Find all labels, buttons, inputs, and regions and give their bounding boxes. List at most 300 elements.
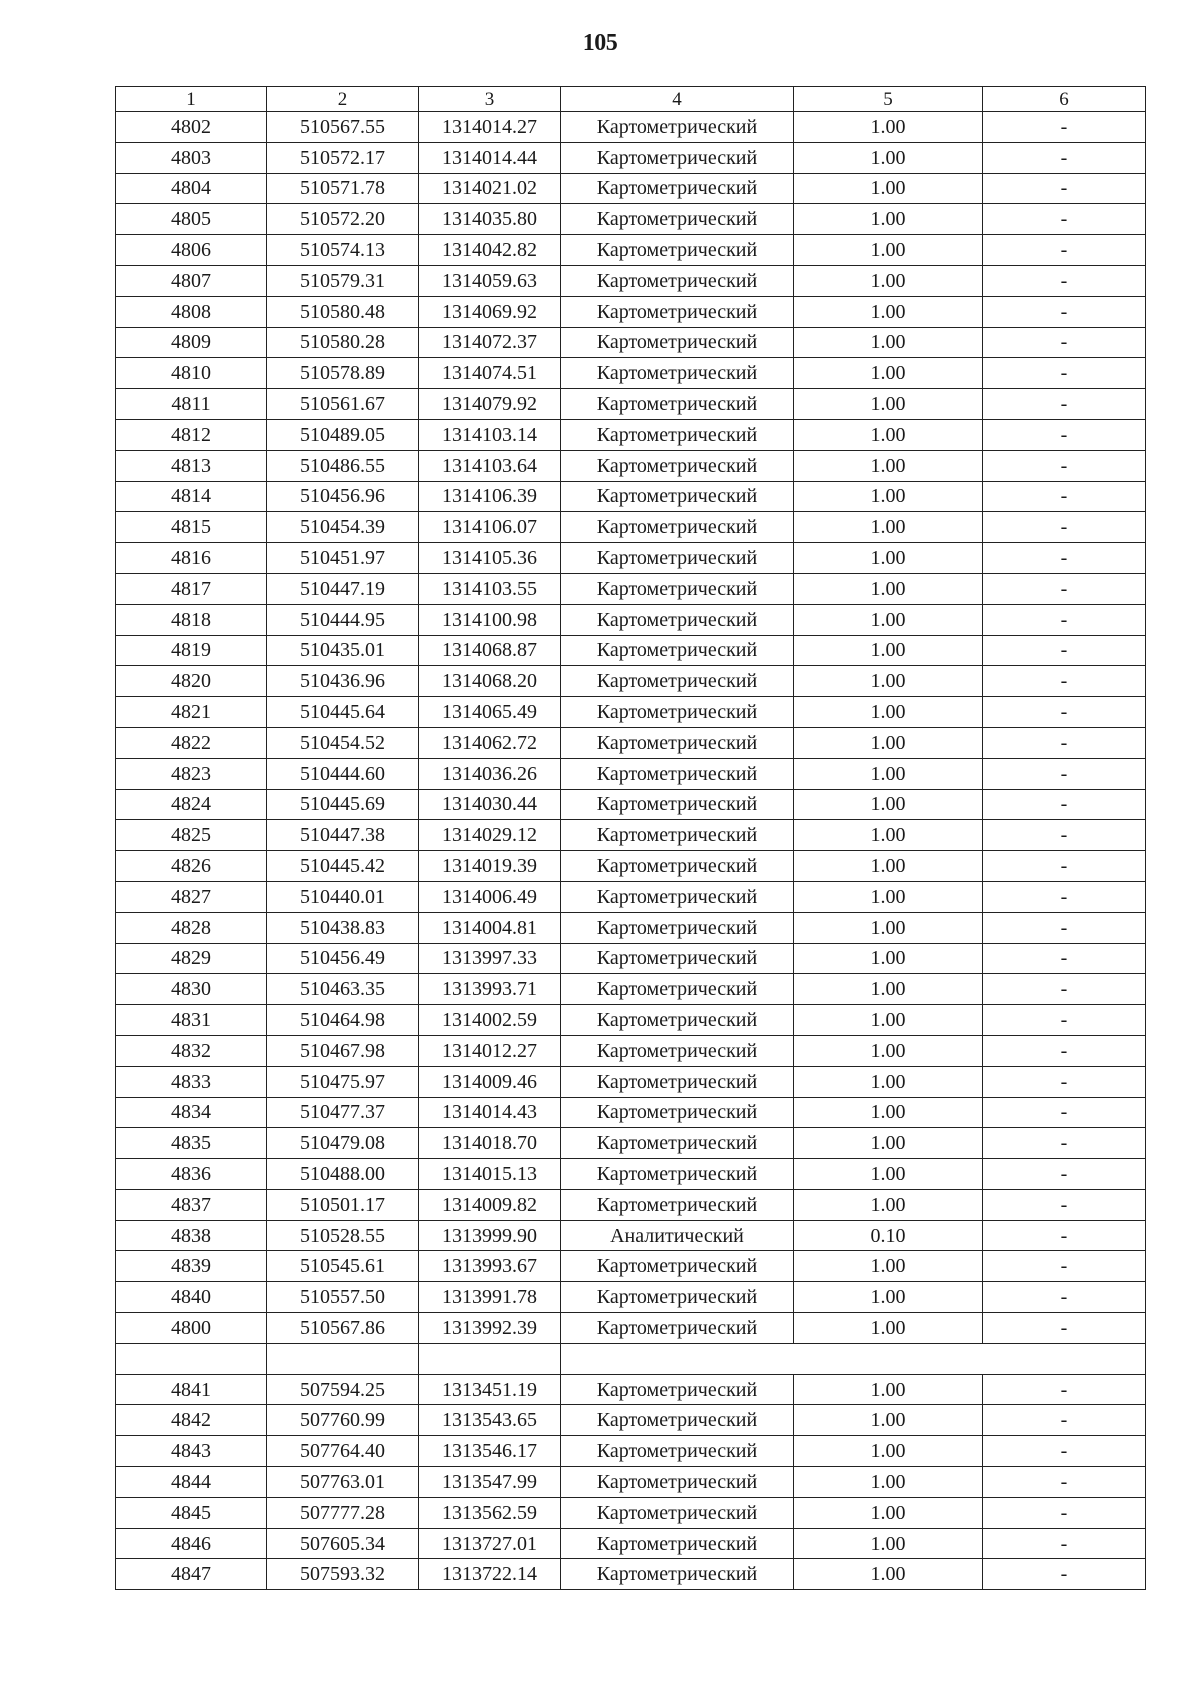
method-cell: Картометрический — [561, 727, 794, 758]
point-number-cell: 4824 — [116, 789, 267, 820]
accuracy-cell: 1.00 — [794, 1436, 983, 1467]
table-row — [116, 1066, 1146, 1097]
x-coordinate-cell: 510467.98 — [267, 1035, 419, 1066]
column-header-6: 6 — [983, 87, 1146, 112]
accuracy-cell: 1.00 — [794, 1497, 983, 1528]
method-cell: Картометрический — [561, 1251, 794, 1282]
table-row — [116, 512, 1146, 543]
y-coordinate-cell: 1314006.49 — [419, 881, 561, 912]
x-coordinate-cell: 510435.01 — [267, 635, 419, 666]
y-coordinate-cell: 1313722.14 — [419, 1559, 561, 1590]
point-number-cell: 4841 — [116, 1374, 267, 1405]
point-number-cell: 4843 — [116, 1436, 267, 1467]
table-row — [116, 450, 1146, 481]
table-row — [116, 573, 1146, 604]
table-row — [116, 789, 1146, 820]
y-coordinate-cell: 1314021.02 — [419, 173, 561, 204]
x-coordinate-cell: 510444.60 — [267, 758, 419, 789]
accuracy-cell: 0.10 — [794, 1220, 983, 1251]
y-coordinate-cell: 1313992.39 — [419, 1313, 561, 1344]
point-number-cell: 4828 — [116, 912, 267, 943]
point-number-cell: 4805 — [116, 204, 267, 235]
accuracy-cell: 1.00 — [794, 635, 983, 666]
y-coordinate-cell: 1314014.44 — [419, 142, 561, 173]
point-number-cell: 4822 — [116, 727, 267, 758]
method-cell: Картометрический — [561, 1497, 794, 1528]
method-cell: Картометрический — [561, 142, 794, 173]
x-coordinate-cell: 510488.00 — [267, 1159, 419, 1190]
method-cell: Картометрический — [561, 327, 794, 358]
x-coordinate-cell: 510445.69 — [267, 789, 419, 820]
coordinates-table — [115, 86, 1146, 1590]
x-coordinate-cell: 510456.49 — [267, 943, 419, 974]
point-number-cell: 4809 — [116, 327, 267, 358]
table-row — [116, 142, 1146, 173]
table-row — [116, 912, 1146, 943]
accuracy-cell: 1.00 — [794, 296, 983, 327]
accuracy-cell: 1.00 — [794, 481, 983, 512]
note-cell: - — [983, 235, 1146, 266]
point-number-cell: 4815 — [116, 512, 267, 543]
point-number-cell: 4818 — [116, 604, 267, 635]
table-row — [116, 727, 1146, 758]
y-coordinate-cell: 1313543.65 — [419, 1405, 561, 1436]
accuracy-cell: 1.00 — [794, 1066, 983, 1097]
method-cell: Картометрический — [561, 758, 794, 789]
table-row — [116, 327, 1146, 358]
y-coordinate-cell: 1314012.27 — [419, 1035, 561, 1066]
y-coordinate-cell: 1314106.07 — [419, 512, 561, 543]
method-cell: Картометрический — [561, 789, 794, 820]
y-coordinate-cell: 1314002.59 — [419, 1005, 561, 1036]
table-row — [116, 1128, 1146, 1159]
accuracy-cell: 1.00 — [794, 758, 983, 789]
table-row — [116, 758, 1146, 789]
method-cell: Аналитический — [561, 1220, 794, 1251]
x-coordinate-cell: 510580.28 — [267, 327, 419, 358]
note-cell: - — [983, 573, 1146, 604]
accuracy-cell: 1.00 — [794, 820, 983, 851]
accuracy-cell: 1.00 — [794, 1282, 983, 1313]
note-cell: - — [983, 1189, 1146, 1220]
x-coordinate-cell: 507764.40 — [267, 1436, 419, 1467]
accuracy-cell: 1.00 — [794, 235, 983, 266]
empty-cell — [794, 1343, 983, 1374]
point-number-cell: 4806 — [116, 235, 267, 266]
table-row — [116, 1189, 1146, 1220]
table-row — [116, 1528, 1146, 1559]
point-number-cell: 4811 — [116, 389, 267, 420]
point-number-cell: 4829 — [116, 943, 267, 974]
accuracy-cell: 1.00 — [794, 573, 983, 604]
method-cell: Картометрический — [561, 697, 794, 728]
table-row — [116, 1035, 1146, 1066]
method-cell: Картометрический — [561, 450, 794, 481]
x-coordinate-cell: 510456.96 — [267, 481, 419, 512]
accuracy-cell: 1.00 — [794, 1528, 983, 1559]
point-number-cell: 4837 — [116, 1189, 267, 1220]
x-coordinate-cell: 510454.39 — [267, 512, 419, 543]
x-coordinate-cell: 510438.83 — [267, 912, 419, 943]
point-number-cell: 4844 — [116, 1467, 267, 1498]
y-coordinate-cell: 1314015.13 — [419, 1159, 561, 1190]
point-number-cell: 4823 — [116, 758, 267, 789]
x-coordinate-cell: 510571.78 — [267, 173, 419, 204]
method-cell: Картометрический — [561, 1159, 794, 1190]
point-number-cell: 4847 — [116, 1559, 267, 1590]
y-coordinate-cell: 1314068.20 — [419, 666, 561, 697]
note-cell: - — [983, 912, 1146, 943]
note-cell: - — [983, 1497, 1146, 1528]
method-cell: Картометрический — [561, 1313, 794, 1344]
table-row — [116, 635, 1146, 666]
method-cell: Картометрический — [561, 851, 794, 882]
note-cell: - — [983, 820, 1146, 851]
accuracy-cell: 1.00 — [794, 265, 983, 296]
column-header-2: 2 — [267, 87, 419, 112]
x-coordinate-cell: 510445.42 — [267, 851, 419, 882]
point-number-cell: 4810 — [116, 358, 267, 389]
note-cell: - — [983, 1405, 1146, 1436]
point-number-cell: 4802 — [116, 112, 267, 143]
method-cell: Картометрический — [561, 1467, 794, 1498]
accuracy-cell: 1.00 — [794, 881, 983, 912]
note-cell: - — [983, 512, 1146, 543]
accuracy-cell: 1.00 — [794, 450, 983, 481]
accuracy-cell: 1.00 — [794, 1559, 983, 1590]
point-number-cell: 4827 — [116, 881, 267, 912]
method-cell: Картометрический — [561, 389, 794, 420]
accuracy-cell: 1.00 — [794, 1189, 983, 1220]
note-cell: - — [983, 1097, 1146, 1128]
point-number-cell: 4836 — [116, 1159, 267, 1190]
note-cell: - — [983, 758, 1146, 789]
x-coordinate-cell: 510557.50 — [267, 1282, 419, 1313]
table-row — [116, 1497, 1146, 1528]
point-number-cell: 4825 — [116, 820, 267, 851]
x-coordinate-cell: 510440.01 — [267, 881, 419, 912]
y-coordinate-cell: 1314106.39 — [419, 481, 561, 512]
x-coordinate-cell: 510567.55 — [267, 112, 419, 143]
y-coordinate-cell: 1314014.27 — [419, 112, 561, 143]
empty-cell — [116, 1343, 267, 1374]
x-coordinate-cell: 510477.37 — [267, 1097, 419, 1128]
method-cell: Картометрический — [561, 1282, 794, 1313]
point-number-cell: 4803 — [116, 142, 267, 173]
method-cell: Картометрический — [561, 1005, 794, 1036]
table-row — [116, 1467, 1146, 1498]
method-cell: Картометрический — [561, 1128, 794, 1159]
point-number-cell: 4819 — [116, 635, 267, 666]
note-cell: - — [983, 296, 1146, 327]
table-row — [116, 1405, 1146, 1436]
x-coordinate-cell: 510501.17 — [267, 1189, 419, 1220]
method-cell: Картометрический — [561, 635, 794, 666]
accuracy-cell: 1.00 — [794, 789, 983, 820]
method-cell: Картометрический — [561, 296, 794, 327]
note-cell: - — [983, 1374, 1146, 1405]
y-coordinate-cell: 1314009.82 — [419, 1189, 561, 1220]
x-coordinate-cell: 510580.48 — [267, 296, 419, 327]
x-coordinate-cell: 510545.61 — [267, 1251, 419, 1282]
table-row — [116, 173, 1146, 204]
note-cell: - — [983, 727, 1146, 758]
accuracy-cell: 1.00 — [794, 604, 983, 635]
empty-cell — [419, 1343, 561, 1374]
table-row — [116, 1097, 1146, 1128]
method-cell: Картометрический — [561, 1528, 794, 1559]
method-cell: Картометрический — [561, 604, 794, 635]
empty-cell — [561, 1343, 794, 1374]
method-cell: Картометрический — [561, 1559, 794, 1590]
accuracy-cell: 1.00 — [794, 1005, 983, 1036]
x-coordinate-cell: 510561.67 — [267, 389, 419, 420]
note-cell: - — [983, 1251, 1146, 1282]
note-cell: - — [983, 789, 1146, 820]
point-number-cell: 4834 — [116, 1097, 267, 1128]
empty-cell — [267, 1343, 419, 1374]
method-cell: Картометрический — [561, 481, 794, 512]
x-coordinate-cell: 510444.95 — [267, 604, 419, 635]
note-cell: - — [983, 851, 1146, 882]
x-coordinate-cell: 510567.86 — [267, 1313, 419, 1344]
x-coordinate-cell: 510463.35 — [267, 974, 419, 1005]
y-coordinate-cell: 1314074.51 — [419, 358, 561, 389]
y-coordinate-cell: 1313451.19 — [419, 1374, 561, 1405]
note-cell: - — [983, 1282, 1146, 1313]
point-number-cell: 4804 — [116, 173, 267, 204]
accuracy-cell: 1.00 — [794, 419, 983, 450]
x-coordinate-cell: 507594.25 — [267, 1374, 419, 1405]
y-coordinate-cell: 1313991.78 — [419, 1282, 561, 1313]
table-row — [116, 943, 1146, 974]
accuracy-cell: 1.00 — [794, 543, 983, 574]
y-coordinate-cell: 1314072.37 — [419, 327, 561, 358]
y-coordinate-cell: 1314100.98 — [419, 604, 561, 635]
y-coordinate-cell: 1314069.92 — [419, 296, 561, 327]
x-coordinate-cell: 510464.98 — [267, 1005, 419, 1036]
table-row — [116, 358, 1146, 389]
accuracy-cell: 1.00 — [794, 666, 983, 697]
y-coordinate-cell: 1314079.92 — [419, 389, 561, 420]
accuracy-cell: 1.00 — [794, 974, 983, 1005]
y-coordinate-cell: 1313547.99 — [419, 1467, 561, 1498]
point-number-cell: 4808 — [116, 296, 267, 327]
table-row — [116, 235, 1146, 266]
accuracy-cell: 1.00 — [794, 851, 983, 882]
point-number-cell: 4840 — [116, 1282, 267, 1313]
x-coordinate-cell: 507777.28 — [267, 1497, 419, 1528]
note-cell: - — [983, 974, 1146, 1005]
table-row — [116, 1374, 1146, 1405]
table-row — [116, 1159, 1146, 1190]
x-coordinate-cell: 510447.19 — [267, 573, 419, 604]
method-cell: Картометрический — [561, 419, 794, 450]
accuracy-cell: 1.00 — [794, 943, 983, 974]
x-coordinate-cell: 510479.08 — [267, 1128, 419, 1159]
accuracy-cell: 1.00 — [794, 1035, 983, 1066]
note-cell: - — [983, 943, 1146, 974]
y-coordinate-cell: 1314004.81 — [419, 912, 561, 943]
y-coordinate-cell: 1314036.26 — [419, 758, 561, 789]
point-number-cell: 4816 — [116, 543, 267, 574]
note-cell: - — [983, 481, 1146, 512]
point-number-cell: 4814 — [116, 481, 267, 512]
method-cell: Картометрический — [561, 974, 794, 1005]
accuracy-cell: 1.00 — [794, 1374, 983, 1405]
x-coordinate-cell: 510475.97 — [267, 1066, 419, 1097]
y-coordinate-cell: 1314059.63 — [419, 265, 561, 296]
method-cell: Картометрический — [561, 1066, 794, 1097]
note-cell: - — [983, 1128, 1146, 1159]
table-row — [116, 296, 1146, 327]
x-coordinate-cell: 507763.01 — [267, 1467, 419, 1498]
x-coordinate-cell: 510451.97 — [267, 543, 419, 574]
accuracy-cell: 1.00 — [794, 358, 983, 389]
table-row — [116, 851, 1146, 882]
y-coordinate-cell: 1314014.43 — [419, 1097, 561, 1128]
note-cell: - — [983, 666, 1146, 697]
y-coordinate-cell: 1314103.64 — [419, 450, 561, 481]
y-coordinate-cell: 1313997.33 — [419, 943, 561, 974]
table-row — [116, 543, 1146, 574]
point-number-cell: 4807 — [116, 265, 267, 296]
x-coordinate-cell: 510574.13 — [267, 235, 419, 266]
point-number-cell: 4842 — [116, 1405, 267, 1436]
note-cell: - — [983, 1035, 1146, 1066]
table-row — [116, 1251, 1146, 1282]
method-cell: Картометрический — [561, 912, 794, 943]
note-cell: - — [983, 1313, 1146, 1344]
x-coordinate-cell: 510528.55 — [267, 1220, 419, 1251]
point-number-cell: 4821 — [116, 697, 267, 728]
y-coordinate-cell: 1313999.90 — [419, 1220, 561, 1251]
method-cell: Картометрический — [561, 358, 794, 389]
accuracy-cell: 1.00 — [794, 727, 983, 758]
column-header-4: 4 — [561, 87, 794, 112]
table-row — [116, 697, 1146, 728]
y-coordinate-cell: 1314030.44 — [419, 789, 561, 820]
point-number-cell: 4835 — [116, 1128, 267, 1159]
accuracy-cell: 1.00 — [794, 697, 983, 728]
x-coordinate-cell: 507593.32 — [267, 1559, 419, 1590]
table-row — [116, 419, 1146, 450]
table-row — [116, 881, 1146, 912]
x-coordinate-cell: 507760.99 — [267, 1405, 419, 1436]
accuracy-cell: 1.00 — [794, 912, 983, 943]
method-cell: Картометрический — [561, 512, 794, 543]
table-row — [116, 1436, 1146, 1467]
accuracy-cell: 1.00 — [794, 1159, 983, 1190]
y-coordinate-cell: 1314103.14 — [419, 419, 561, 450]
x-coordinate-cell: 507605.34 — [267, 1528, 419, 1559]
accuracy-cell: 1.00 — [794, 1313, 983, 1344]
note-cell: - — [983, 543, 1146, 574]
x-coordinate-cell: 510486.55 — [267, 450, 419, 481]
accuracy-cell: 1.00 — [794, 1405, 983, 1436]
method-cell: Картометрический — [561, 1035, 794, 1066]
point-number-cell: 4826 — [116, 851, 267, 882]
note-cell: - — [983, 1066, 1146, 1097]
accuracy-cell: 1.00 — [794, 1251, 983, 1282]
method-cell: Картометрический — [561, 173, 794, 204]
note-cell: - — [983, 1467, 1146, 1498]
table-row — [116, 604, 1146, 635]
table-row — [116, 820, 1146, 851]
note-cell: - — [983, 1436, 1146, 1467]
accuracy-cell: 1.00 — [794, 112, 983, 143]
method-cell: Картометрический — [561, 881, 794, 912]
x-coordinate-cell: 510572.20 — [267, 204, 419, 235]
y-coordinate-cell: 1314103.55 — [419, 573, 561, 604]
note-cell: - — [983, 112, 1146, 143]
y-coordinate-cell: 1314009.46 — [419, 1066, 561, 1097]
y-coordinate-cell: 1314042.82 — [419, 235, 561, 266]
table-header — [116, 87, 1146, 112]
point-number-cell: 4812 — [116, 419, 267, 450]
method-cell: Картометрический — [561, 820, 794, 851]
y-coordinate-cell: 1313727.01 — [419, 1528, 561, 1559]
y-coordinate-cell: 1314065.49 — [419, 697, 561, 728]
point-number-cell: 4846 — [116, 1528, 267, 1559]
point-number-cell: 4839 — [116, 1251, 267, 1282]
table-row — [116, 974, 1146, 1005]
point-number-cell: 4817 — [116, 573, 267, 604]
accuracy-cell: 1.00 — [794, 389, 983, 420]
method-cell: Картометрический — [561, 112, 794, 143]
y-coordinate-cell: 1314029.12 — [419, 820, 561, 851]
y-coordinate-cell: 1313993.67 — [419, 1251, 561, 1282]
accuracy-cell: 1.00 — [794, 512, 983, 543]
y-coordinate-cell: 1313562.59 — [419, 1497, 561, 1528]
table-row — [116, 204, 1146, 235]
point-number-cell: 4831 — [116, 1005, 267, 1036]
note-cell: - — [983, 389, 1146, 420]
note-cell: - — [983, 1559, 1146, 1590]
accuracy-cell: 1.00 — [794, 142, 983, 173]
note-cell: - — [983, 142, 1146, 173]
accuracy-cell: 1.00 — [794, 204, 983, 235]
note-cell: - — [983, 881, 1146, 912]
method-cell: Картометрический — [561, 1189, 794, 1220]
y-coordinate-cell: 1314062.72 — [419, 727, 561, 758]
point-number-cell: 4838 — [116, 1220, 267, 1251]
accuracy-cell: 1.00 — [794, 1128, 983, 1159]
table-row — [116, 1282, 1146, 1313]
method-cell: Картометрический — [561, 1436, 794, 1467]
accuracy-cell: 1.00 — [794, 1467, 983, 1498]
table-row — [116, 1559, 1146, 1590]
x-coordinate-cell: 510447.38 — [267, 820, 419, 851]
y-coordinate-cell: 1314019.39 — [419, 851, 561, 882]
table-row — [116, 265, 1146, 296]
method-cell: Картометрический — [561, 943, 794, 974]
page-number: 105 — [582, 30, 618, 56]
table-body — [116, 112, 1146, 1590]
point-number-cell: 4845 — [116, 1497, 267, 1528]
note-cell: - — [983, 419, 1146, 450]
point-number-cell: 4820 — [116, 666, 267, 697]
note-cell: - — [983, 604, 1146, 635]
point-number-cell: 4830 — [116, 974, 267, 1005]
x-coordinate-cell: 510578.89 — [267, 358, 419, 389]
note-cell: - — [983, 358, 1146, 389]
note-cell: - — [983, 635, 1146, 666]
accuracy-cell: 1.00 — [794, 327, 983, 358]
table-row — [116, 481, 1146, 512]
table-row — [116, 1313, 1146, 1344]
accuracy-cell: 1.00 — [794, 173, 983, 204]
